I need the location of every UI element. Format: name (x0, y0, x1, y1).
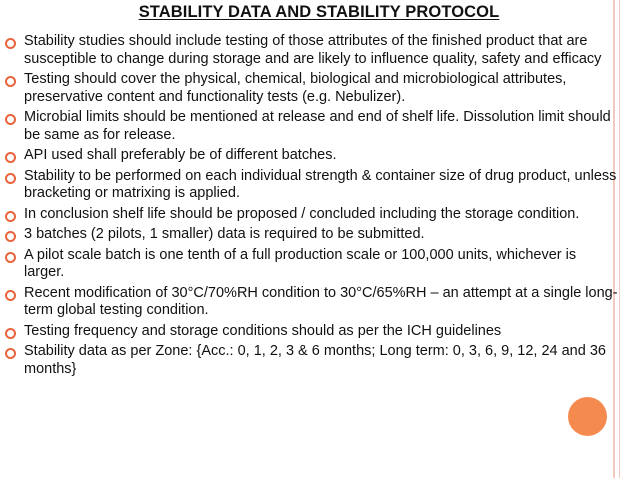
slide-title: STABILITY DATA AND STABILITY PROTOCOL (138, 3, 500, 21)
bullet-circle-icon (5, 211, 16, 222)
bullet-item (0, 33, 625, 68)
bullet-text: Stability to be performed on each individual strength & container size of drug product, unless bracketing or matrixing is applied. (24, 167, 617, 201)
bullet-text: In conclusion shelf life should be proposed / concluded including the storage condition. (24, 205, 580, 222)
bullet-circle-icon (5, 114, 16, 125)
bullet-circle-icon (5, 152, 16, 163)
bullet-item (0, 343, 625, 378)
bullet-circle-icon (5, 38, 16, 49)
bullet-text: Testing should cover the physical, chemical, biological and microbiological attributes, preservative content and functionality tests (e.g. Nebulizer). (24, 71, 567, 105)
bullet-item (0, 71, 625, 106)
bullet-item (0, 206, 625, 224)
bullet-text: Stability studies should include testing of those attributes of the finished product that are susceptible to change during storage and are likely to influence quality, safety and efficacy (24, 33, 602, 67)
bullet-circle-icon (5, 290, 16, 301)
bullet-text: Stability data as per Zone: {Acc.: 0, 1, 2, 3 & 6 months; Long term: 0, 3, 6, 9, 12, 24 and 36 months} (24, 343, 606, 377)
bullet-list (0, 33, 625, 381)
bullet-item (0, 226, 625, 244)
bullet-circle-icon (5, 328, 16, 339)
bullet-item (0, 247, 625, 282)
bullet-item (0, 168, 625, 203)
bullet-item (0, 323, 625, 341)
bullet-text: Microbial limits should be mentioned at release and end of shelf life. Dissolution limit should be same as for release. (24, 109, 611, 143)
bullet-item (0, 109, 625, 144)
bullet-text: API used shall preferably be of different batches. (24, 147, 337, 163)
bullet-circle-icon (5, 348, 16, 359)
bullet-text: A pilot scale batch is one tenth of a full production scale or 100,000 units, whichever is larger. (24, 246, 577, 280)
bullet-text: Testing frequency and storage conditions should as per the ICH guidelines (24, 322, 502, 339)
bullet-text: Recent modification of 30°C/70%RH condition to 30°C/65%RH – an attempt at a single long-term global testing condition. (24, 284, 618, 318)
bullet-item (0, 147, 625, 165)
decorative-circle-icon (568, 397, 607, 436)
bullet-item (0, 285, 625, 320)
bullet-circle-icon (5, 173, 16, 184)
bullet-text: 3 batches (2 pilots, 1 smaller) data is required to be submitted. (24, 226, 425, 242)
bullet-circle-icon (5, 76, 16, 87)
bullet-circle-icon (5, 252, 16, 263)
bullet-circle-icon (5, 231, 16, 242)
